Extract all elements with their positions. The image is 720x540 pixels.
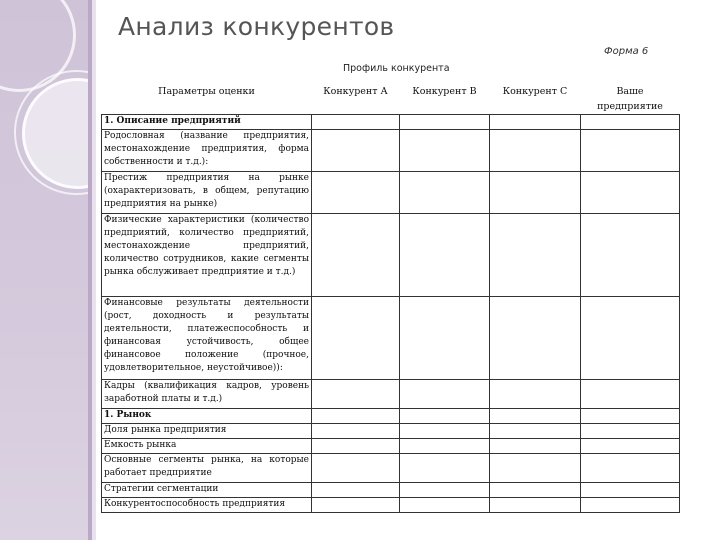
row-label: 1. Описание предприятий xyxy=(102,115,312,130)
table-cell[interactable] xyxy=(400,214,490,297)
row-label: Родословная (название предприятия, местонахождение предприятия, форма собственности и т.д.): xyxy=(102,130,312,172)
table-row xyxy=(102,454,680,483)
table-row xyxy=(102,483,680,498)
table-cell[interactable] xyxy=(400,439,490,454)
table-row xyxy=(102,214,680,297)
table-cell[interactable] xyxy=(581,130,680,172)
table-cell[interactable] xyxy=(490,297,581,380)
row-label: Основные сегменты рынка, на которые работает предприятие xyxy=(102,454,312,483)
table-cell[interactable] xyxy=(581,409,680,424)
row-label: Емкость рынка xyxy=(102,439,312,454)
row-label: Физические характеристики (количество предприятий, количество предприятий, местонахождение предприятий, количество сотрудников, какие сегменты рынка обслуживает предприятие и т.д.) xyxy=(102,214,312,297)
table-cell[interactable] xyxy=(400,297,490,380)
table-cell[interactable] xyxy=(490,483,581,498)
row-label: Конкурентоспособность предприятия xyxy=(102,498,312,513)
table-cell[interactable] xyxy=(581,214,680,297)
table-cell[interactable] xyxy=(581,498,680,513)
table-cell[interactable] xyxy=(490,115,581,130)
table-cell[interactable] xyxy=(490,424,581,439)
decorative-sidebar xyxy=(0,0,88,540)
table-cell[interactable] xyxy=(312,214,400,297)
table-cell[interactable] xyxy=(490,214,581,297)
header-competitor-c: Конкурент С xyxy=(502,86,568,97)
row-label: 1. Рынок xyxy=(102,409,312,424)
header-parameters: Параметры оценки xyxy=(102,80,312,115)
table-cell[interactable] xyxy=(581,483,680,498)
row-label: Финансовые результаты деятельности (рост, доходность и результаты деятельности, платежеспособность и финансовая устойчивость, общее финансовое положение (прочное, удовлетворительное, неустойчивое)): xyxy=(102,297,312,380)
table-cell[interactable] xyxy=(490,498,581,513)
table-cell[interactable] xyxy=(490,409,581,424)
sidebar-divider xyxy=(92,0,96,540)
table-cell[interactable] xyxy=(400,424,490,439)
table-cell[interactable] xyxy=(312,424,400,439)
table-cell[interactable] xyxy=(312,409,400,424)
table-cell[interactable] xyxy=(400,483,490,498)
table-cell[interactable] xyxy=(312,380,400,409)
table-cell[interactable] xyxy=(400,498,490,513)
table-row xyxy=(102,172,680,214)
table-cell[interactable] xyxy=(581,297,680,380)
table-row xyxy=(102,498,680,513)
table-row xyxy=(102,439,680,454)
profile-caption: Профиль конкурента xyxy=(343,63,450,74)
table-cell[interactable] xyxy=(400,454,490,483)
table-cell[interactable] xyxy=(490,439,581,454)
competitor-profile-table xyxy=(101,80,680,513)
table-cell[interactable] xyxy=(312,130,400,172)
table-cell[interactable] xyxy=(312,498,400,513)
table-cell[interactable] xyxy=(581,172,680,214)
table-cell[interactable] xyxy=(312,172,400,214)
row-label: Престиж предприятия на рынке (охарактеризовать, в общем, репутацию предприятия на рынке) xyxy=(102,172,312,214)
form-label: Форма 6 xyxy=(604,46,649,57)
table-cell[interactable] xyxy=(400,172,490,214)
row-label: Стратегии сегментации xyxy=(102,483,312,498)
table-cell[interactable] xyxy=(400,115,490,130)
table-cell[interactable] xyxy=(581,380,680,409)
header-your-company: Ваше предприятие xyxy=(597,86,663,112)
table-cell[interactable] xyxy=(581,424,680,439)
table-cell[interactable] xyxy=(312,297,400,380)
table-cell[interactable] xyxy=(312,483,400,498)
table-cell[interactable] xyxy=(490,380,581,409)
table-cell[interactable] xyxy=(581,454,680,483)
table-row xyxy=(102,409,680,424)
table-cell[interactable] xyxy=(312,454,400,483)
row-label: Кадры (квалификация кадров, уровень заработной платы и т.д.) xyxy=(102,380,312,409)
slide-title: Анализ конкурентов xyxy=(118,12,395,41)
table-cell[interactable] xyxy=(400,380,490,409)
table-row xyxy=(102,115,680,130)
table-cell[interactable] xyxy=(490,454,581,483)
table-header-row xyxy=(102,80,680,115)
row-label: Доля рынка предприятия xyxy=(102,424,312,439)
table-cell[interactable] xyxy=(400,409,490,424)
table-cell[interactable] xyxy=(400,130,490,172)
header-competitor-a: Конкурент А xyxy=(323,86,388,97)
table-cell[interactable] xyxy=(312,439,400,454)
table-row xyxy=(102,424,680,439)
table-row xyxy=(102,380,680,409)
table-row xyxy=(102,297,680,380)
table-cell[interactable] xyxy=(581,115,680,130)
header-competitor-b: Конкурент В xyxy=(412,86,477,97)
table-cell[interactable] xyxy=(490,172,581,214)
table-cell[interactable] xyxy=(312,115,400,130)
table-cell[interactable] xyxy=(581,439,680,454)
table-cell[interactable] xyxy=(490,130,581,172)
table-row xyxy=(102,130,680,172)
